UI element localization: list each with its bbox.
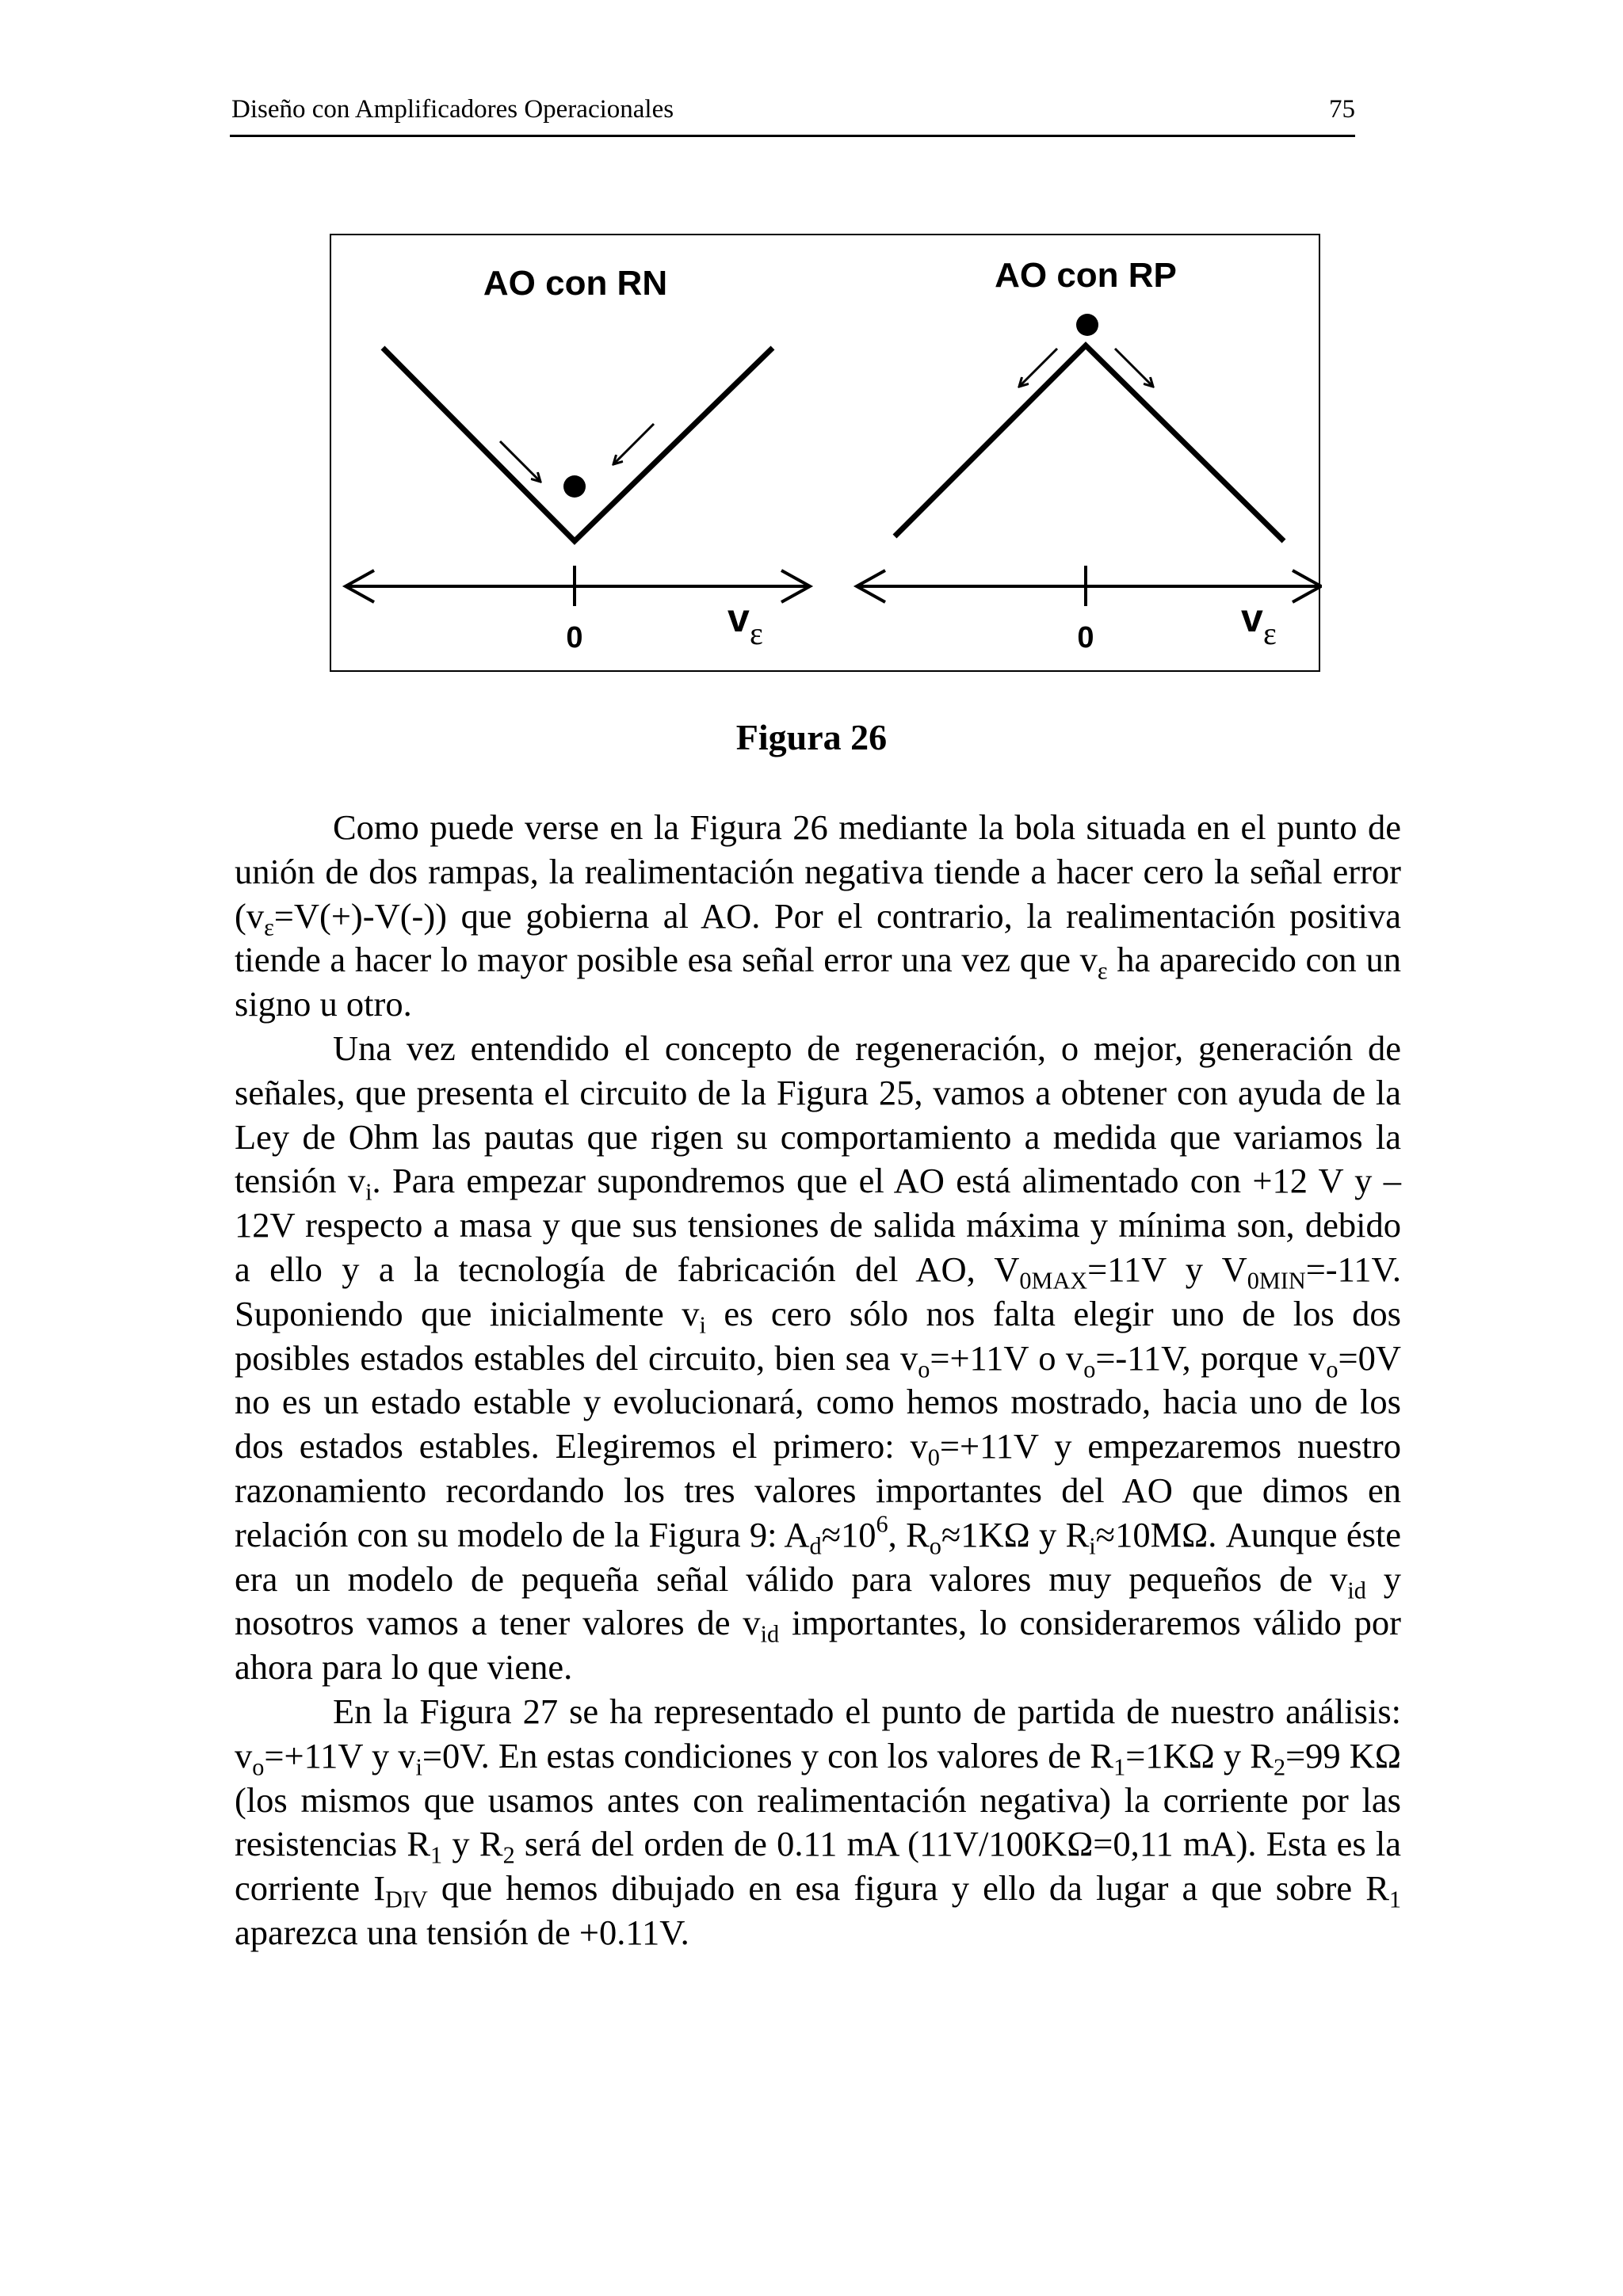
text-run: =V(+)-V(-)) que gobierna al AO. Por el contrario, la realimentación positiva tiende a hacer lo mayor posible esa señal error una vez que v bbox=[235, 895, 1401, 980]
subscript: 1 bbox=[430, 1842, 443, 1869]
text-run: =+11V o v bbox=[930, 1337, 1084, 1378]
text-run: importantes, lo consideraremos válido por ahora para lo que viene. bbox=[235, 1603, 1401, 1688]
page-header bbox=[230, 93, 1355, 137]
subscript: i bbox=[365, 1179, 372, 1207]
text-run: =0V. En estas condiciones y con los valores de R bbox=[422, 1735, 1114, 1775]
rn-title: AO con RN bbox=[483, 264, 668, 303]
figure-caption: Figura 26 bbox=[735, 717, 888, 757]
text-run: ≈1KΩ y R bbox=[941, 1514, 1090, 1554]
text-run: ha aparecido con un signo u otro. bbox=[235, 940, 1401, 1024]
text-run: =+11V y v bbox=[264, 1735, 416, 1775]
text-run: =11V y V bbox=[1087, 1249, 1247, 1289]
rp-axis-label: v bbox=[1241, 596, 1263, 640]
rn-zero-label: 0 bbox=[566, 621, 583, 654]
text-run: ≈10MΩ. Aunque éste era un modelo de pequeña señal válido para valores muy pequeños de v bbox=[235, 1514, 1401, 1599]
subscript: d bbox=[809, 1532, 822, 1560]
subscript: DIV bbox=[385, 1886, 428, 1913]
subscript: 2 bbox=[1273, 1753, 1286, 1781]
rn-ball bbox=[563, 475, 586, 498]
subscript: 1 bbox=[1388, 1886, 1401, 1913]
text-run: =-11V, porque v bbox=[1095, 1337, 1327, 1378]
subscript: 0MAX bbox=[1019, 1267, 1088, 1295]
rn-axis-subscript: ε bbox=[750, 616, 763, 651]
header-title: Diseño con Amplificadores Operacionales bbox=[231, 95, 674, 124]
paragraph bbox=[235, 1027, 1401, 1690]
rn-arrow-right bbox=[613, 424, 654, 464]
text-run: En la Figura 27 se ha representado el punto de partida de nuestro análisis: v bbox=[235, 1691, 1401, 1775]
body-text bbox=[235, 806, 1401, 1955]
text-run: =+11V y empezaremos nuestro razonamiento recordando los tres valores importantes del AO que dimos en relación con su modelo de la Figura 9: A bbox=[235, 1426, 1401, 1554]
text-run: aparezca una tensión de +0.11V. bbox=[235, 1912, 689, 1952]
subscript: 0 bbox=[927, 1444, 940, 1471]
subscript: ε bbox=[264, 913, 274, 941]
paragraph bbox=[235, 806, 1401, 1027]
text-run: y nosotros vamos a tener valores de v bbox=[235, 1558, 1401, 1643]
text-run: que hemos dibujado en esa figura y ello da lugar a que sobre R bbox=[427, 1868, 1389, 1909]
figure-26 bbox=[330, 234, 1320, 672]
text-run: Como puede verse en la Figura 26 mediante la bola situada en el punto de unión de dos rampas, la realimentación negativa tiende a hacer cero la señal error (v bbox=[235, 807, 1401, 936]
superscript: 6 bbox=[876, 1510, 888, 1537]
subscript: id bbox=[1347, 1577, 1366, 1604]
subscript: 1 bbox=[1113, 1753, 1126, 1781]
text-run: =1KΩ y R bbox=[1125, 1735, 1274, 1775]
rp-zero-label: 0 bbox=[1077, 621, 1094, 654]
paragraph bbox=[235, 1690, 1401, 1955]
rn-v-curve bbox=[383, 348, 773, 541]
subscript: id bbox=[760, 1621, 780, 1649]
text-run: y R bbox=[442, 1824, 503, 1864]
subscript: o bbox=[1083, 1356, 1096, 1383]
text-run: . Para empezar supondremos que el AO está alimentado con +12 V y –12V respecto a masa y que sus tensiones de salida máxima y mínima son, debido a ello y a la tecnología de fabricación del AO, V bbox=[235, 1161, 1402, 1289]
page-number: 75 bbox=[1329, 95, 1355, 124]
subscript: o bbox=[918, 1356, 930, 1383]
rp-axis-subscript: ε bbox=[1263, 616, 1277, 651]
subscript: o bbox=[929, 1532, 941, 1560]
text-run: ≈10 bbox=[821, 1514, 876, 1554]
subscript: 2 bbox=[502, 1842, 515, 1869]
text-run: Una vez entendido el concepto de regeneración, o mejor, generación de señales, que presenta el circuito de la Figura 25, vamos a obtener con ayuda de la Ley de Ohm las pautas que rigen su comportamiento a medida que variamos la tensión v bbox=[235, 1028, 1401, 1201]
rp-inverted-v-curve bbox=[895, 345, 1284, 541]
figure-diagram bbox=[331, 235, 1322, 673]
subscript: i bbox=[1089, 1532, 1096, 1560]
subscript: 0MIN bbox=[1247, 1267, 1306, 1295]
rp-title: AO con RP bbox=[995, 256, 1177, 295]
text-run: , R bbox=[888, 1514, 930, 1554]
subscript: ε bbox=[1097, 958, 1108, 986]
text-run: será del orden de 0.11 mA (11V/100KΩ=0,11 mA). Esta es la corriente I bbox=[235, 1824, 1401, 1909]
rp-ball bbox=[1076, 314, 1098, 336]
text-run: =99 KΩ (los mismos que usamos antes con realimentación negativa) la corriente por las resistencias R bbox=[235, 1735, 1401, 1864]
text-run: es cero sólo nos falta elegir uno de los dos posibles estados estables del circuito, bien sea v bbox=[235, 1293, 1401, 1378]
text-run: =-11V. Suponiendo que inicialmente v bbox=[235, 1249, 1401, 1333]
subscript: i bbox=[415, 1753, 422, 1781]
subscript: o bbox=[252, 1753, 265, 1781]
subscript: i bbox=[699, 1311, 706, 1339]
rn-axis-label: v bbox=[727, 596, 750, 640]
subscript: o bbox=[1326, 1356, 1338, 1383]
text-run: =0V no es un estado estable y evolucionará, como hemos mostrado, hacia uno de los dos estados estables. Elegiremos el primero: v bbox=[235, 1337, 1401, 1466]
